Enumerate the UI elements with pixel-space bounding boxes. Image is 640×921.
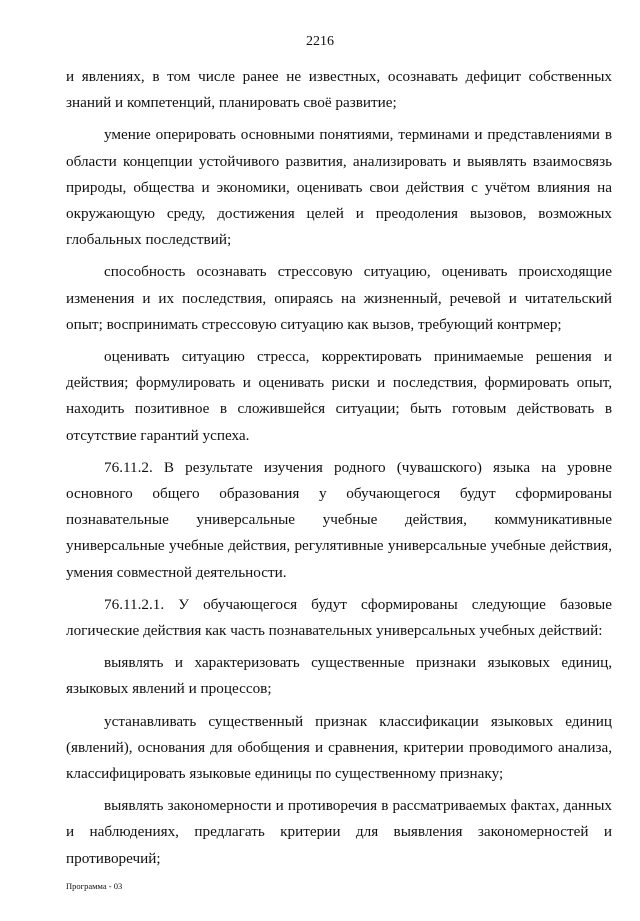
paragraph-6: 76.11.2.1. У обучающегося будут сформированы следующие базовые логические действия как часть познавательных универсальных учебных действий: [66,595,612,640]
paragraph-3: способность осознавать стрессовую ситуацию, оценивать происходящие изменения и их последствия, опираясь на жизненный, речевой и читательский опыт; воспринимать стрессовую ситуацию как вызов, требующий контрмер; [66,263,612,333]
paragraph-8: устанавливать существенный признак классификации языковых единиц (явлений), основания для обобщения и сравнения, критерии проводимого анализа, классифицировать языковые единицы по существенному признаку; [66,712,612,783]
footer-label: Программа - 03 [66,881,123,891]
paragraph-2: умение оперировать основными понятиями, терминами и представлениями в области концепции устойчивого развития, анализировать и выявлять взаимосвязь природы, общества и экономики, оценивать свои действия с учётом влияния на окружающую среду, достижения целей и преодоления вызовов, возможных глобальных последствий; [66,126,612,249]
paragraph-7: выявлять и характеризовать существенные признаки языковых единиц, языковых явлений и процессов; [66,654,612,698]
document-body [66,64,612,872]
paragraph-9: выявлять закономерности и противоречия в рассматриваемых фактах, данных и наблюдениях, предлагать критерии для выявления закономерностей и противоречий; [66,797,612,867]
page-number: 2216 [306,34,334,49]
paragraph-5: 76.11.2. В результате изучения родного (чувашского) языка на уровне основного общего образования у обучающегося будут сформированы познавательные универсальные учебные действия, коммуникативные универсальные учебные действия, регулятивные универсальные учебные действия, умения совместной деятельности. [66,458,612,581]
paragraph-4: оценивать ситуацию стресса, корректировать принимаемые решения и действия; формулировать и оценивать риски и последствия, формировать опыт, находить позитивное в сложившейся ситуации; быть готовым действовать в отсутствие гарантий успеха. [66,348,612,444]
paragraph-1: и явлениях, в том числе ранее не известных, осознавать дефицит собственных знаний и компетенций, планировать своё развитие; [66,68,612,112]
